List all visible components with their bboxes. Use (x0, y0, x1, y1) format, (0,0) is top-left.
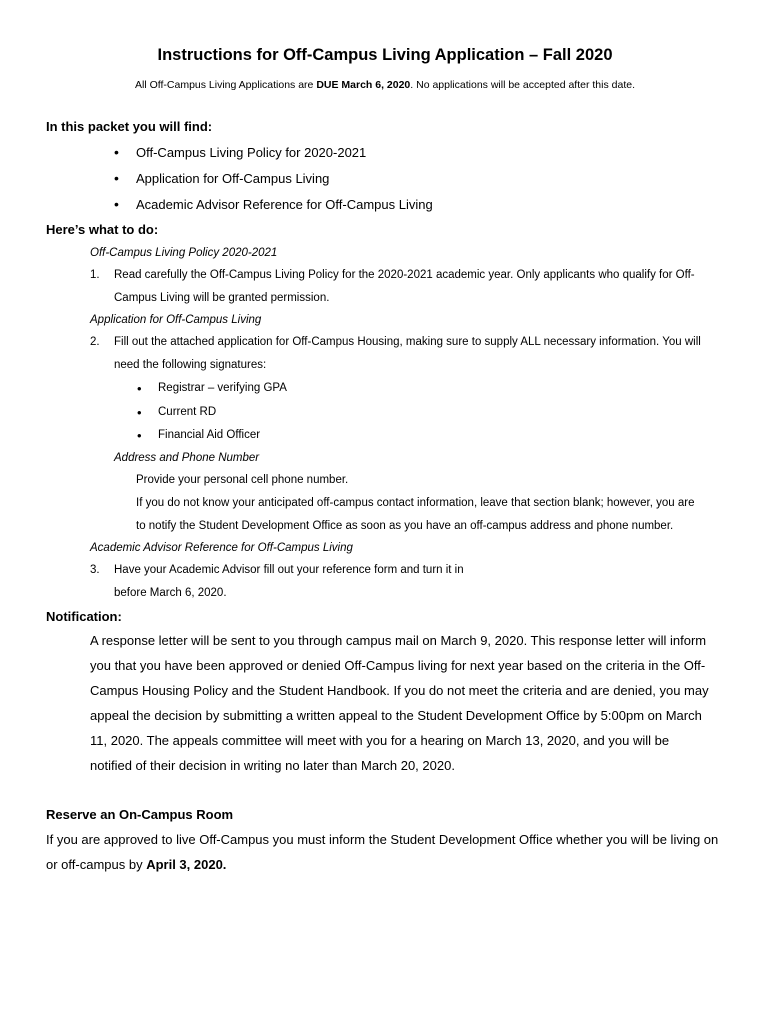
due-notice-prefix: All Off-Campus Living Applications are (135, 79, 317, 91)
application-label: Application for Off-Campus Living (90, 314, 262, 326)
address-text: If you do not know your anticipated off-campus contact information, leave that section blank; however, you are (136, 497, 695, 509)
step3-text: before March 6, 2020. (114, 587, 227, 599)
step2-text: need the following signatures: (114, 359, 267, 371)
notification-heading: Notification: (46, 609, 122, 624)
todo-heading: Here’s what to do: (46, 222, 159, 237)
step2-text: Fill out the attached application for Off-Campus Housing, making sure to supply ALL necessary information. You will (114, 336, 701, 348)
notification-line: 11, 2020. The appeals committee will meet with you for a hearing on March 13, 2020, and you will be (90, 733, 670, 748)
due-notice (0, 79, 770, 91)
step3-text: Have your Academic Advisor fill out your reference form and turn it in (114, 564, 464, 576)
step-number: 1. (90, 269, 100, 281)
due-notice-suffix: . No applications will be accepted after this date. (410, 79, 635, 91)
signature-item: • Financial Aid Officer (158, 429, 260, 441)
step1-text: Read carefully the Off-Campus Living Policy for the 2020-2021 academic year. Only applicants who qualify for Off- (114, 269, 695, 281)
policy-label: Off-Campus Living Policy 2020-2021 (90, 247, 278, 259)
reserve-text-prefix: or off-campus by (46, 857, 147, 872)
step-number: 3. (90, 564, 100, 576)
advisor-label: Academic Advisor Reference for Off-Campus Living (90, 542, 353, 554)
reserve-deadline: April 3, 2020. (146, 857, 227, 872)
notification-line: Campus Housing Policy and the Student Handbook. If you do not meet the criteria and are denied, you may (90, 683, 709, 698)
notification-line: appeal the decision by submitting a written appeal to the Student Development Office by 5:00pm on March (90, 708, 702, 723)
address-text: to notify the Student Development Office as soon as you have an off-campus address and phone number. (136, 520, 674, 532)
address-label: Address and Phone Number (114, 452, 260, 464)
reserve-heading: Reserve an On-Campus Room (46, 807, 234, 822)
packet-heading: In this packet you will find: (46, 119, 213, 134)
packet-item: • Off-Campus Living Policy for 2020-2021 (136, 145, 366, 160)
notification-line: you that you have been approved or denied Off-Campus living for next year based on the criteria in the Off- (90, 658, 706, 673)
reserve-text (46, 857, 226, 872)
signature-item: • Registrar – verifying GPA (158, 382, 287, 394)
packet-item: • Application for Off-Campus Living (136, 171, 329, 186)
page-title: Instructions for Off-Campus Living Application – Fall 2020 (157, 46, 613, 64)
notification-line: A response letter will be sent to you through campus mail on March 9, 2020. This response letter will inform (90, 633, 707, 648)
step1-text: Campus Living will be granted permission. (114, 292, 330, 304)
address-text: Provide your personal cell phone number. (136, 474, 349, 486)
signature-item: • Current RD (158, 406, 216, 418)
notification-line: notified of their decision in writing no later than March 20, 2020. (90, 758, 455, 773)
due-date: DUE March 6, 2020 (316, 79, 411, 91)
packet-item: • Academic Advisor Reference for Off-Campus Living (136, 197, 433, 212)
step-number: 2. (90, 336, 100, 348)
reserve-text: If you are approved to live Off-Campus you must inform the Student Development Office whether you will be living on (46, 832, 719, 847)
